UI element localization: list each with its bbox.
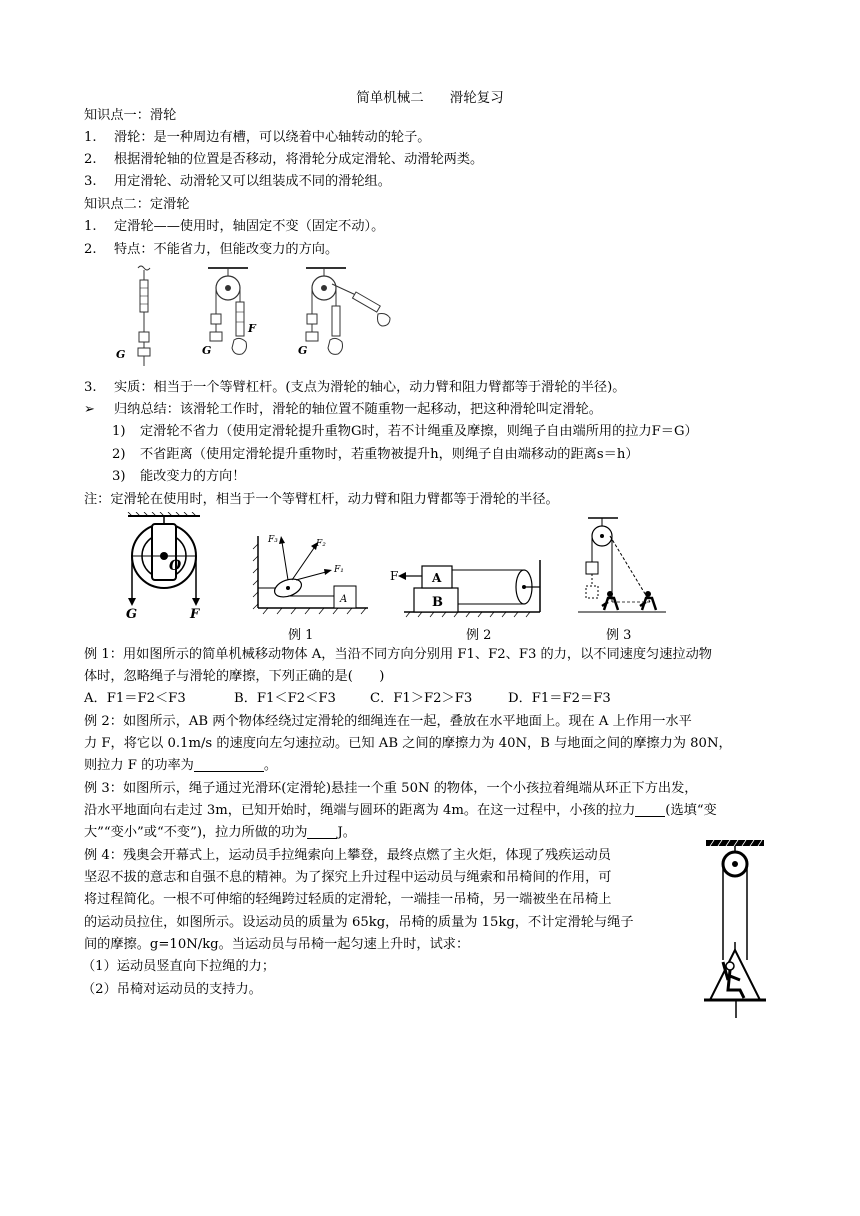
label-F-b: F [248, 322, 256, 335]
example4-line5: 间的摩擦。g=10N/kg。当运动员与吊椅一起匀速上升时，试求： [84, 937, 470, 952]
example2-figure [390, 556, 550, 620]
page-title [0, 86, 860, 106]
label-G-a: G [116, 348, 126, 361]
section2-item-3: 3. 实质：相当于一个等臂杠杆。(支点为滑轮的轴心，动力臂和阻力臂都等于滑轮的半径)。 [84, 380, 626, 395]
example4-figure [700, 830, 770, 1020]
example1-line2: 体时，忽略绳子与滑轮的摩擦，下列正确的是( ) [84, 669, 385, 684]
example1-option-c: C．F1＞F2＞F3 [370, 691, 473, 706]
section1-heading: 知识点一：滑轮 [84, 108, 177, 123]
label-F-ex2: F [390, 569, 399, 583]
example3-figure [574, 514, 670, 618]
spring-scale-setup [138, 266, 150, 366]
example3-line1: 例 3：如图所示，绳子通过光滑环(定滑轮)悬挂一个重 50N 的物体，一个小孩拉着绳端从环正下方出发， [84, 781, 698, 796]
answer-blank-force-change[interactable] [635, 802, 665, 817]
summary-sub-2: 2) 不省距离（使用定滑轮提升重物时，若重物被提升h，则绳子自由端移动的距离s＝h） [112, 447, 639, 462]
example3-line2: 沿水平地面向右走过 3m，已知开始时，绳端与圆环的距离为 4m。在这一过程中，小孩的拉力 (选填“变 [84, 803, 717, 818]
fixed-pulley-demo-figure [110, 262, 410, 372]
fixed-pulley-vertical [208, 268, 248, 354]
summary-sub-1: 1) 定滑轮不省力（使用定滑轮提升重物G时，若不计绳重及摩擦，则绳子自由端所用的拉力F＝G） [112, 424, 698, 439]
label-G-c: G [298, 344, 308, 357]
answer-blank-power[interactable] [194, 757, 264, 772]
example4-line4: 的运动员拉住，如图所示。设运动员的质量为 65kg，吊椅的质量为 15kg，不计定滑轮与绳子 [84, 915, 634, 930]
example1-option-a: A．F1＝F2＜F3 [84, 691, 186, 706]
title-part1: 简单机械二 [356, 90, 424, 106]
section1-item-2: 2. 根据滑轮轴的位置是否移动，将滑轮分成定滑轮、动滑轮两类。 [84, 152, 484, 167]
section1-item-1: 1. 滑轮：是一种周边有槽，可以绕着中心轴转动的轮子。 [84, 130, 431, 145]
caption-example3: 例 3 [606, 628, 632, 643]
example2-line2: 力 F，将它以 0.1m/s 的速度向左匀速拉动。已知 AB 之间的摩擦力为 40N，B 与地面之间的摩擦力为 80N， [84, 736, 732, 751]
example4-line2: 坚忍不拔的意志和自强不息的精神。为了探究上升过程中运动员与绳索和吊椅间的作用，可 [84, 870, 612, 885]
child-figure-start [602, 591, 618, 610]
label-O: O [169, 558, 182, 574]
note-line: 注：定滑轮在使用时，相当于一个等臂杠杆，动力臂和阻力臂都等于滑轮的半径。 [84, 492, 559, 507]
label-F1: F₁ [334, 565, 344, 575]
label-A-ex1: A [340, 594, 348, 605]
example1-option-b: B．F1＜F2＜F3 [234, 691, 336, 706]
caption-example1: 例 1 [288, 628, 314, 643]
label-F-lever: F [190, 607, 200, 618]
pulley-lever-figure [120, 512, 210, 618]
label-G-b: G [202, 344, 212, 357]
section1-item-3: 3. 用定滑轮、动滑轮又可以组装成不同的滑轮组。 [84, 174, 391, 189]
child-figure-end [640, 591, 656, 610]
example4-line3: 将过程简化。一根不可伸缩的轻绳跨过轻质的定滑轮，一端挂一吊椅，另一端被坐在吊椅上 [84, 892, 612, 907]
example1-figure [252, 530, 372, 622]
label-G-lever: G [126, 607, 138, 618]
label-A-ex2: A [432, 571, 442, 585]
section2-item-1: 1. 定滑轮——使用时，轴固定不变（固定不动）。 [84, 219, 385, 234]
fixed-pulley-angled [306, 268, 390, 354]
label-B-ex2: B [432, 595, 443, 610]
answer-blank-work[interactable] [307, 824, 337, 839]
example1-line1: 例 1：用如图所示的简单机械移动物体 A，当沿不同方向分别用 F1、F2、F3 的力，以不同速度匀速拉动物 [84, 647, 712, 662]
example1-option-d: D．F1＝F2＝F3 [508, 691, 611, 706]
section2-heading: 知识点二：定滑轮 [84, 197, 190, 212]
summary-sub-3: 3) 能改变力的方向！ [112, 469, 246, 484]
example3-line3: 大”“变小”或“不变”)，拉力所做的功为 J。 [84, 825, 356, 840]
example4-question2: （2）吊椅对运动员的支持力。 [82, 982, 262, 997]
section2-item-2: 2. 特点：不能省力，但能改变力的方向。 [84, 242, 339, 257]
title-part2: 滑轮复习 [449, 90, 504, 106]
label-F2: F₂ [316, 539, 326, 549]
label-F3: F₃ [268, 535, 278, 545]
example2-line1: 例 2：如图所示，AB 两个物体经绕过定滑轮的细绳连在一起，叠放在水平地面上。现在 A 上作用一水平 [84, 714, 692, 729]
caption-example2: 例 2 [466, 628, 492, 643]
summary-line: ➢ 归纳总结：该滑轮工作时，滑轮的轴位置不随重物一起移动，把这种滑轮叫定滑轮。 [84, 402, 602, 417]
example4-question1: （1）运动员竖直向下拉绳的力； [82, 959, 276, 974]
example4-line1: 例 4：残奥会开幕式上，运动员手拉绳索向上攀登，最终点燃了主火炬，体现了残疾运动员 [84, 848, 611, 863]
example2-line3: 则拉力 F 的功率为 。 [84, 758, 278, 773]
